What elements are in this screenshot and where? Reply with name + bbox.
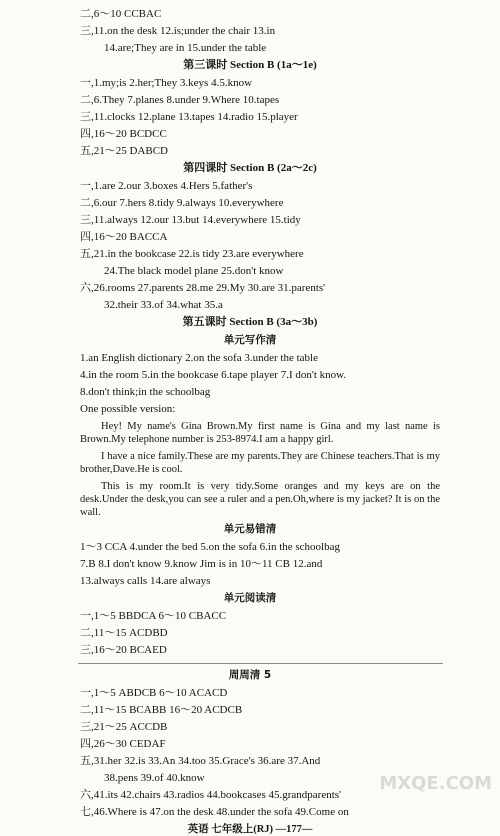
line-text: 一,1～5 ABDCB 6～10 ACACD	[80, 687, 228, 699]
line-text: 三,21～25 ACCDB	[80, 721, 168, 733]
line-text: 24.The black model plane 25.don't know	[104, 265, 284, 277]
line-text: 一,1.my;is 2.her;They 3.keys 4.5.know	[80, 77, 253, 89]
line-text: 8.don't think;in the schoolbag	[80, 386, 211, 398]
line-text: 二,6.our 7.hers 8.tidy 9.always 10.everywhere	[80, 197, 284, 209]
line-text: 三,16～20 BCAED	[80, 644, 167, 656]
line-text: 三,11.clocks 12.plane 13.tapes 14.radio 15.player	[80, 111, 298, 123]
line-text: 二,6～10 CCBAC	[80, 8, 162, 20]
divider-line	[78, 663, 443, 664]
line-text: 13.always calls 14.are always	[80, 575, 211, 587]
line-text: 7.B 8.I don't know 9.know Jim is in 10～11 CB 12.and	[80, 558, 323, 570]
line-text: 1.an English dictionary 2.on the sofa 3.under the table	[80, 352, 318, 364]
line-text: 单元写作清	[223, 334, 277, 346]
line-text: 单元易错清	[223, 523, 277, 535]
line-text: 四,16～20 BACCA	[80, 231, 168, 243]
line-text: 第三课时 Section B (1a～1e)	[183, 59, 317, 71]
line-text: 单元阅读清	[223, 592, 277, 604]
line-text: 五,21.in the bookcase 22.is tidy 23.are everywhere	[80, 248, 304, 260]
line-text: 4.in the room 5.in the bookcase 6.tape player 7.I don't know.	[80, 369, 347, 381]
line-text: 三,11.always 12.our 13.but 14.everywhere 15.tidy	[80, 214, 301, 226]
line-text: 二,11～15 ACDBD	[80, 627, 168, 639]
line-text: 七,46.Where is 47.on the desk 48.under the sofa 49.Come on	[80, 806, 349, 818]
line-text: 二,11～15 BCABB 16～20 ACDCB	[80, 704, 243, 716]
line-text: 四,16～20 BCDCC	[80, 128, 167, 140]
line-text: 第四课时 Section B (2a～2c)	[183, 162, 317, 174]
line-text: One possible version:	[80, 403, 176, 415]
line-text: This is my room.It is very tidy.Some oranges and my keys are on the desk.Under the desk,you can see a ruler and a pen.Oh,where is my jacket? It is on the wall.	[80, 481, 440, 518]
line-text: I have a nice family.These are my parents.They are Chinese teachers.That is my brother,Dave.He is cool.	[80, 451, 440, 475]
line-text: 六,41.its 42.chairs 43.radios 44.bookcases 45.grandparents'	[80, 789, 342, 801]
line-text: 1～3 CCA 4.under the bed 5.on the sofa 6.in the schoolbag	[80, 541, 340, 553]
line-text: 38.pens 39.of 40.know	[104, 772, 205, 784]
line-text: 第五课时 Section B (3a～3b)	[182, 316, 318, 328]
line-text: 一,1.are 2.our 3.boxes 4.Hers 5.father's	[80, 180, 253, 192]
line-text: 四,26～30 CEDAF	[80, 738, 166, 750]
watermark-logo: MXQE.COM	[379, 773, 492, 794]
line-text: 32.their 33.of 34.what 35.a	[104, 299, 223, 311]
line-text: Hey! My name's Gina Brown.My first name is Gina and my last name is Brown.My telephone number is 253-8974.I am a happy girl.	[80, 421, 440, 445]
line-text: 一,1～5 BBDCA 6～10 CBACC	[80, 610, 227, 622]
line-text: 五,31.her 32.is 33.An 34.too 35.Grace's 36.are 37.And	[80, 755, 321, 767]
line-text: 周周清 5	[228, 669, 272, 681]
line-text: 英语 七年级上(RJ) —177—	[187, 824, 313, 835]
line-text: 三,11.on the desk 12.is;under the chair 13.in	[80, 25, 276, 37]
line-text: 五,21～25 DABCD	[80, 145, 169, 157]
line-text: 14.are;They are in 15.under the table	[104, 42, 267, 54]
line-text: 二,6.They 7.planes 8.under 9.Where 10.tapes	[80, 94, 280, 106]
line-text: 六,26.rooms 27.parents 28.me 29.My 30.are 31.parents'	[80, 282, 326, 294]
